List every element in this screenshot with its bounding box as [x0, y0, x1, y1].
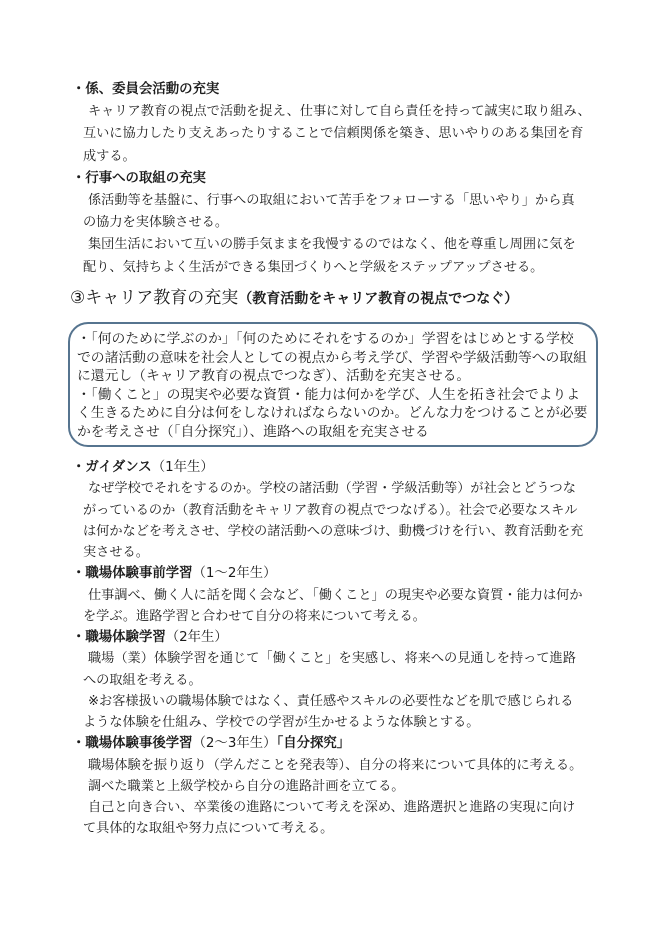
program-grade-note: （1年生） [151, 460, 214, 475]
body-line: 仕事調べ、働く人に話を聞く会など、「働くこと」の現実や必要な資質・能力は何か [88, 587, 583, 603]
body-line: 職場（業）体験学習を通じて「働くこと」を実感し、将来への見通しを持って進路 [88, 651, 576, 667]
program-title: ・職場体験事後学習 [72, 736, 193, 752]
section-heading-school-events: ・行事への取組の充実 [72, 170, 206, 186]
program-heading-pre-study [72, 563, 583, 584]
body-line: キャリア教育の視点で活動を捉え、仕事に対して自ら責任を持って誠実に取り組み、 [88, 104, 591, 120]
box-line: ・「何のために学ぶのか」「何のためにそれをするのか」学習をはじめとする学校 [77, 331, 574, 347]
body-line: 成する。 [83, 148, 136, 164]
body-line: がっているのか（教育活動をキャリア教育の視点でつなげる）。社会で必要なスキル [83, 502, 578, 518]
body-line: を学ぶ。進路学習と合わせて自分の将来について考える。 [83, 608, 426, 624]
body-line: て具体的な取組や努力点について考える。 [83, 821, 334, 837]
body-line: 係活動等を基盤に、行事への取組において苦手をフォローする「思いやり」から真 [88, 192, 575, 208]
body-line: ※お客様扱いの職場体験ではなく、責任感やスキルの必要性などを肌で感じられる [88, 693, 574, 709]
body-line: 配り、気持ちよく生活ができる集団づくりへと学級をステップアップさせる。 [83, 259, 544, 275]
program-title: ・職場体験事前学習 [72, 566, 193, 582]
body-line: 集団生活において互いの勝手気ままを我慢するのではなく、他を尊重し周囲に気を [88, 237, 576, 253]
body-line: 職場体験を振り返り（学んだことを発表等）、自分の将来について具体的に考える。 [88, 757, 583, 773]
body-line: 自己と向き合い、卒業後の進路について考えを深め、進路選択と進路の実現に向け [88, 800, 576, 815]
activity-sections [72, 79, 591, 279]
body-line: 実させる。 [83, 545, 149, 560]
program-heading-guidance [72, 457, 583, 478]
career-heading-subtitle: （教育活動をキャリア教育の視点でつなぐ） [238, 291, 519, 307]
program-grade-note: （2～3年生） [192, 736, 277, 752]
body-line: ような体験を仕組み、学校での学習が生かせるような体験とする。 [83, 715, 480, 730]
body-line: 互いに協力したり支えあったりすることで信頼関係を築き、思いやりのある集団を育 [83, 126, 584, 142]
box-line: かを考えさせ（「自分探究」）、進路への取組を充実させる [77, 423, 429, 440]
career-education-heading [70, 286, 518, 310]
body-line: なぜ学校でそれをするのか。学校の諸活動（学習・学級活動等）が社会とどうつな [88, 481, 576, 497]
program-grade-note: （2年生） [165, 630, 228, 645]
program-heading-post-study [72, 733, 583, 754]
box-line: に還元し（キャリア教育の視点でつなぎ）、活動を充実させる。 [77, 368, 471, 385]
body-line: への取組を考える。 [83, 672, 202, 688]
program-title: ・ガイダンス [72, 460, 152, 475]
box-line: ・「働くこと」の現実や必要な資質・能力は何かを学び、人生を拓き社会でよりよ [77, 386, 581, 403]
career-programs [72, 457, 583, 840]
box-line: での諸活動の意味を社会人としての視点から考え学び、学習や学級活動等への取組 [77, 349, 587, 366]
program-title: ・職場体験学習 [72, 630, 166, 645]
career-heading-title: ③キャリア教育の充実 [70, 288, 239, 308]
program-grade-note: （1～2年生） [192, 566, 277, 582]
body-line: 調べた職業と上級学校から自分の進路計画を立てる。 [88, 778, 405, 794]
program-heading-work-experience [72, 627, 583, 648]
program-theme: 「自分探究」 [276, 736, 351, 752]
box-line: く生きるために自分は何をしなければならないのか。どんな力をつけることが必要 [77, 405, 588, 422]
body-line: は何かなどを考えさせ、学校の諸活動への意味づけ、動機づけを行い、教育活動を充 [83, 523, 584, 539]
section-heading-committee-activities: ・係、委員会活動の充実 [72, 82, 220, 97]
career-summary-box [68, 322, 598, 447]
body-line: の協力を実体験させる。 [83, 215, 229, 231]
